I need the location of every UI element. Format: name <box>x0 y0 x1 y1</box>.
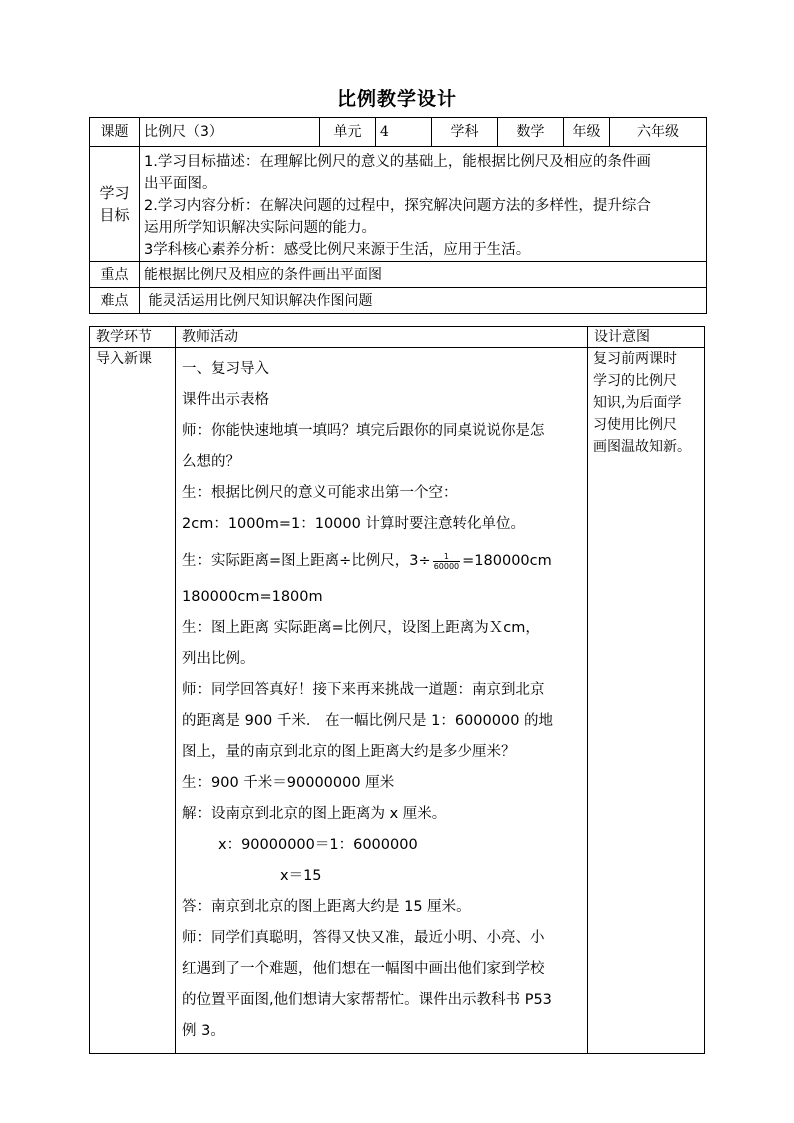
grade-value: 六年级 <box>610 118 707 147</box>
goal-line: 1.学习目标描述：在理解比例尺的意义的基础上，能根据比例尺及相应的条件画 <box>144 154 651 170</box>
goal-line: 3学科核心素养分析：感受比例尺来源于生活，应用于生活。 <box>144 242 531 258</box>
intent-line: 知识,为后面学 <box>593 395 682 411</box>
topic-label: 课题 <box>90 118 140 147</box>
activity-line: 么想的？ <box>182 454 240 470</box>
unit-value: 4 <box>376 118 432 147</box>
activity-line: 图上，量的南京到北京的图上距离大约是多少厘米？ <box>182 744 516 760</box>
activity-line: 课件出示表格 <box>182 392 269 408</box>
activity-line: 师：同学回答真好！接下来再来挑战一道题：南京到北京 <box>182 682 545 698</box>
activity-line: x＝15 <box>280 868 322 884</box>
goal-text <box>140 147 707 262</box>
grade-label: 年级 <box>564 118 610 147</box>
difficulty-value: 能灵活运用比例尺知识解决作图问题 <box>140 288 707 314</box>
goal-label-line-1: 学习 <box>99 184 130 202</box>
intent-line: 学习的比例尺 <box>593 373 677 389</box>
process-table <box>89 326 705 1054</box>
page-title: 比例教学设计 <box>336 88 457 110</box>
activity-line: 生：图上距离 实际距离=比例尺，设图上距离为Ｘcm， <box>182 620 540 636</box>
activity-line: 生：根据比例尺的意义可能求出第一个空： <box>182 485 458 501</box>
key-point-label: 重点 <box>90 262 140 288</box>
activity-line: 生：900 千米＝90000000 厘米 <box>182 775 395 791</box>
design-intent-cell <box>588 348 705 1054</box>
subject-label: 学科 <box>432 118 498 147</box>
topic-value: 比例尺（3） <box>140 118 320 147</box>
goal-line: 2.学习内容分析：在解决问题的过程中，探究解决问题方法的多样性，提升综合 <box>144 198 651 214</box>
intent-line: 习使用比例尺 <box>593 417 677 433</box>
activity-line-fraction <box>182 540 581 582</box>
fraction-prefix: 生：实际距离=图上距离÷比例尺，3÷ <box>182 553 431 569</box>
goal-line: 运用所学知识解决实际问题的能力。 <box>144 220 376 236</box>
intent-line: 画图温故知新。 <box>593 439 691 455</box>
header-teacher-activity: 教师活动 <box>176 327 588 348</box>
activity-line: 2cm：1000m=1：10000 计算时要注意转化单位。 <box>182 516 525 532</box>
difficulty-label: 难点 <box>90 288 140 314</box>
goal-label <box>90 147 140 262</box>
activity-line: 一、复习导入 <box>182 361 269 377</box>
teacher-activity-cell <box>176 348 588 1054</box>
activity-line: 师：同学们真聪明，答得又快又准，最近小明、小亮、小 <box>182 930 545 946</box>
fraction-result: =180000cm <box>462 553 552 569</box>
activity-line: 的距离是 900 千米． 在一幅比例尺是 1：6000000 的地 <box>182 713 554 729</box>
fraction-denominator: 60000 <box>433 561 460 571</box>
subject-value: 数学 <box>498 118 564 147</box>
unit-label: 单元 <box>320 118 376 147</box>
goal-label-line-2: 目标 <box>99 206 130 224</box>
goal-line: 出平面图。 <box>144 176 217 192</box>
fraction-numerator: 1 <box>433 552 460 562</box>
header-design-intent: 设计意图 <box>588 327 705 348</box>
activity-line: 师：你能快速地填一填吗？填完后跟你的同桌说说你是怎 <box>182 423 545 439</box>
activity-line: 红遇到了一个难题，他们想在一幅图中画出他们家到学校 <box>182 961 545 977</box>
activity-line: x：90000000＝1：6000000 <box>218 837 418 853</box>
header-stage: 教学环节 <box>90 327 176 348</box>
fraction <box>433 552 460 571</box>
stage-cell: 导入新课 <box>90 348 176 1054</box>
intent-line: 复习前两课时 <box>593 351 677 367</box>
info-table <box>89 117 707 314</box>
activity-line: 的位置平面图,他们想请大家帮帮忙。课件出示教科书 P53 <box>182 992 552 1008</box>
key-point-value: 能根据比例尺及相应的条件画出平面图 <box>140 262 707 288</box>
activity-line: 解：设南京到北京的图上距离为 x 厘米。 <box>182 806 447 822</box>
activity-line: 180000cm=1800m <box>182 589 323 605</box>
activity-line: 列出比例。 <box>182 651 255 667</box>
activity-line: 例 3。 <box>182 1023 225 1039</box>
activity-line: 答：南京到北京的图上距离大约是 15 厘米。 <box>182 899 471 915</box>
